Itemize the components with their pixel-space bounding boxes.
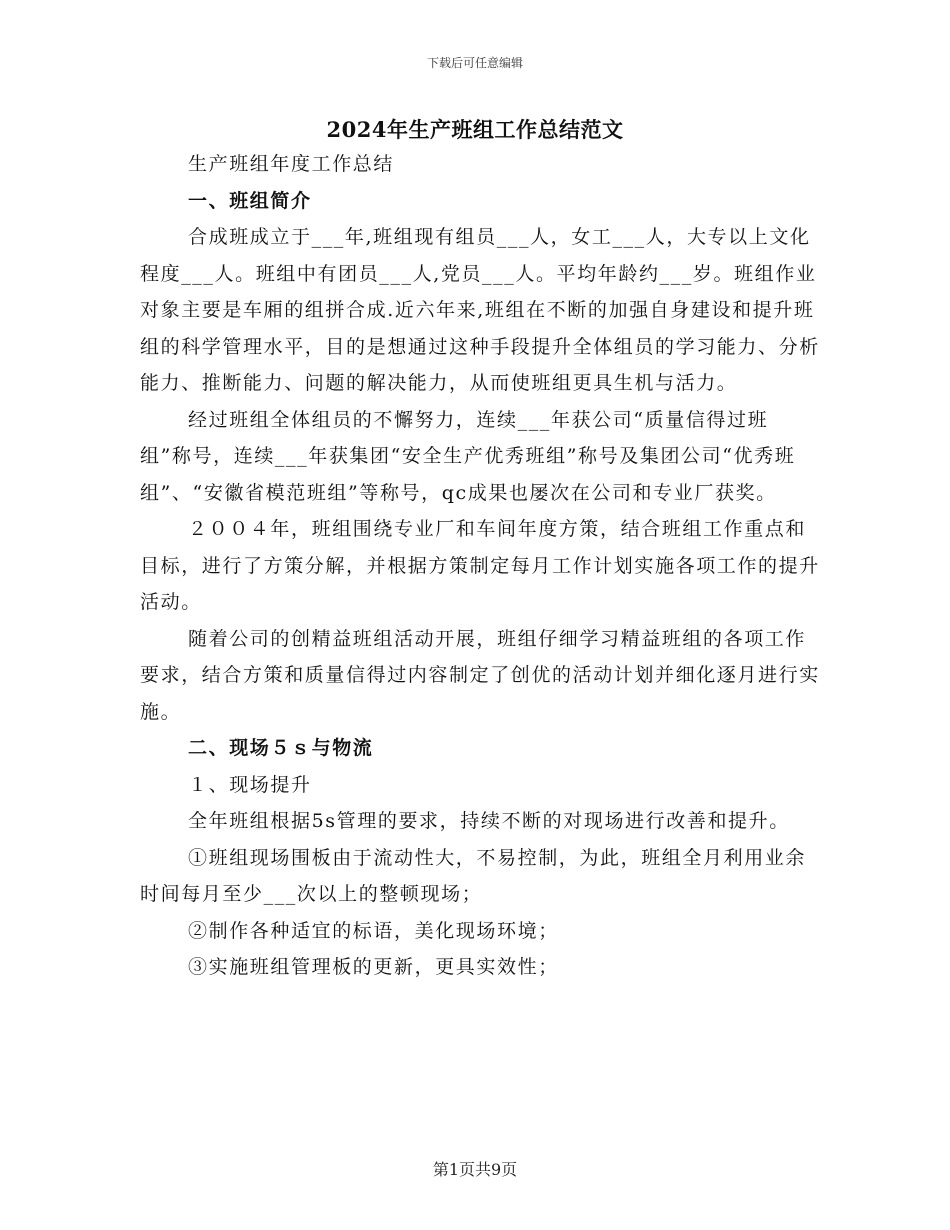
section-heading: 二、现场５ｓ与物流	[188, 737, 374, 759]
body-paragraph: 经过班组全体组员的不懈努力，连续___年获公司“质量信得过班组”称号，连续___年获集团“安全生产优秀班组”称号及集团公司“优秀班组”、“安徽省模范班组”等称号，qc成果也屡次在公司和专业厂获奖。	[140, 408, 796, 504]
body-paragraph: 生产班组年度工作总结	[188, 153, 395, 175]
document-title: 2024年生产班组工作总结范文	[326, 117, 624, 142]
body-paragraph: 合成班成立于___年,班组现有组员___人，女工___人，大专以上文化程度___人。班组中有团员___人,党员___人。平均年龄约___岁。班组作业对象主要是车厢的组拼合成.近六年来,班组在不断的加强自身建设和提升班组的科学管理水平，目的是想通过这种手段提升全体组员的学习能力、分析能力、推断能力、问题的解决能力，从而使班组更具生机与活力。	[140, 226, 820, 394]
body-paragraph: 全年班组根据5s管理的要求，持续不断的对现场进行改善和提升。	[188, 810, 790, 832]
body-paragraph: ①班组现场围板由于流动性大，不易控制，为此，班组全月利用业余时间每月至少___次以上的整顿现场；	[140, 846, 807, 905]
body-paragraph: 随着公司的创精益班组活动开展，班组仔细学习精益班组的各项工作要求，结合方策和质量信得过内容制定了创优的活动计划并细化逐月进行实施。	[140, 627, 820, 723]
body-paragraph: ②制作各种适宜的标语，美化现场环境；	[188, 919, 559, 942]
document-body	[140, 146, 820, 986]
subsection-heading: １、现场提升	[188, 773, 312, 796]
header-note: 下载后可任意编辑	[426, 56, 523, 70]
body-paragraph: ③实施班组管理板的更新，更具实效性；	[188, 956, 559, 978]
section-heading: 一、班组简介	[188, 189, 312, 212]
body-paragraph: ２００４年，班组围绕专业厂和车间年度方策，结合班组工作重点和目标，进行了方策分解，并根据方策制定每月工作计划实施各项工作的提升活动。	[140, 518, 820, 613]
page-number: 第1页共9页	[432, 1160, 518, 1179]
